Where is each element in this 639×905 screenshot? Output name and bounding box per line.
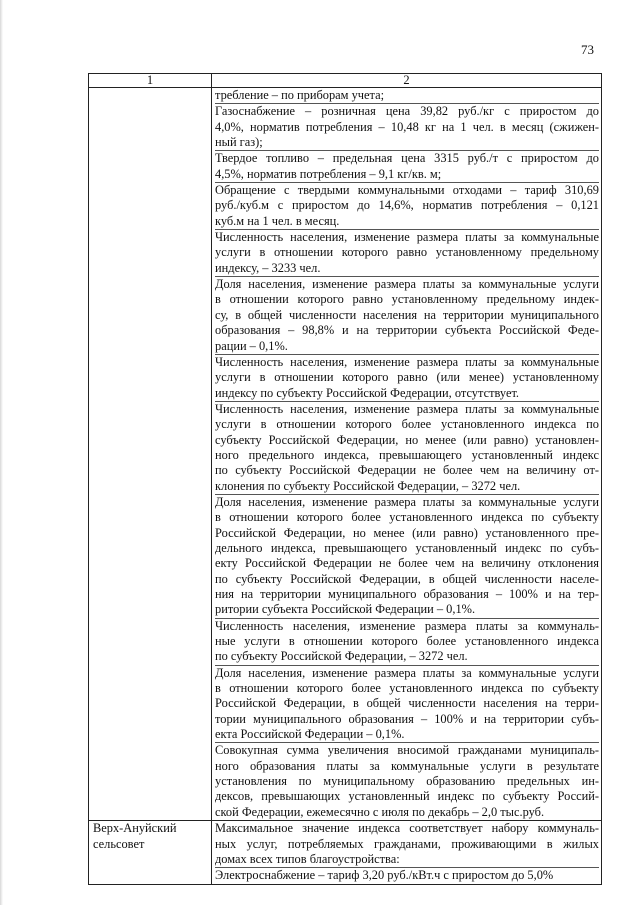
text-line: Электроснабжение – тариф 3,20 руб./кВт.ч с приростом до 5,0%	[215, 868, 554, 883]
text-paragraph	[215, 494, 599, 618]
text-line: услуги в отношении которого более установленного индекса по	[215, 417, 599, 432]
text-line: куб.м на 1 чел. в месяц.	[215, 213, 340, 228]
text-line: Газоснабжение – розничная цена 39,82 руб./кг с приростом до	[215, 104, 599, 119]
text-line: по субъекту Российской Федерации не более чем на величину от-	[215, 463, 599, 478]
text-line: в отношении которого более установленного индекса по субъекту	[215, 681, 599, 696]
text-line: в отношении которого равно установленному предельному индек-	[215, 292, 599, 307]
description-text	[212, 88, 601, 820]
municipality-cell	[89, 88, 212, 821]
scan-edge-shadow	[0, 0, 3, 905]
text-line: екту Российской Федерации не более чем на величину отклонения	[215, 556, 599, 571]
text-paragraph	[215, 150, 599, 182]
text-line: дексов, превышающих установленный индекс по субъекту Россий-	[215, 789, 599, 804]
text-line: ный газ);	[215, 135, 263, 150]
text-line: тории муниципального образования – 100% и на территории субъ-	[215, 711, 599, 726]
text-line: образования – 98,8% и на территории субъекта Российской Феде-	[215, 323, 599, 338]
text-line: ных услуг, потребляемых гражданами, проживающими в жилых	[215, 836, 599, 851]
text-paragraph	[215, 354, 599, 401]
text-paragraph	[215, 618, 599, 665]
table-header-row	[89, 74, 602, 88]
column-header-2: 2	[212, 74, 602, 88]
text-paragraph	[215, 103, 599, 150]
text-line: рации – 0,1%.	[215, 338, 288, 353]
description-text	[212, 821, 601, 883]
text-line: по субъекту Российской Федерации, – 3272 чел.	[215, 649, 468, 664]
text-paragraph	[215, 229, 599, 276]
text-paragraph	[215, 401, 599, 494]
municipality-name-line: сельсовет	[93, 836, 145, 851]
description-cell	[212, 821, 602, 884]
text-line: Численность населения, изменение размера платы за коммуналь-	[215, 618, 599, 633]
text-line: в отношении которого более установленного индекса по субъекту	[215, 510, 599, 525]
text-line: ные услуги в отношении которого более установленного индекса	[215, 634, 599, 649]
text-line: Максимальное значение индекса соответствует набору коммуналь-	[215, 821, 599, 836]
text-line: услуги в отношении которого равно установленному предельному	[215, 245, 599, 260]
table-row	[89, 88, 602, 821]
text-line: екта Российской Федерации – 0,1%.	[215, 727, 405, 742]
text-paragraph	[215, 182, 599, 229]
text-line: Численность населения, изменение размера платы за коммунальные	[215, 401, 599, 416]
page-number: 73	[581, 42, 594, 57]
text-line: услуги в отношении которого равно (или менее) установленному	[215, 370, 599, 385]
text-paragraph	[215, 867, 599, 883]
text-line: ской Федерации, ежемесячно с июля по декабрь – 2,0 тыс.руб.	[215, 804, 545, 819]
text-line: ного предельного индекса, превышающего установленный индекс	[215, 447, 599, 462]
text-paragraph	[215, 276, 599, 354]
text-line: по субъекту Российской Федерации, в общей численности населе-	[215, 571, 599, 586]
description-cell	[212, 88, 602, 821]
text-line: ного образования платы за коммунальные услуги в результате	[215, 758, 599, 773]
text-line: су, в общей численности населения на территории муниципального	[215, 307, 599, 322]
text-line: 4,0%, норматив потребления – 10,48 кг на 1 чел. в месяц (сжижен-	[215, 119, 599, 134]
text-line: установления по муниципальному образованию предельных ин-	[215, 774, 599, 789]
text-paragraph	[215, 665, 599, 743]
text-line: субъекту Российской Федерации, но менее (или равно) установлен-	[215, 432, 599, 447]
text-line: Доля населения, изменение размера платы за коммунальные услуги	[215, 277, 599, 292]
text-line: Твердое топливо – предельная цена 3315 руб./т с приростом до	[215, 151, 599, 166]
text-line: клонения по субъекту Российской Федерации, – 3272 чел.	[215, 478, 521, 493]
tariff-table	[88, 73, 602, 885]
municipality-name	[93, 821, 207, 852]
text-paragraph	[215, 742, 599, 820]
text-paragraph	[215, 88, 599, 103]
text-line: руб./куб.м с приростом до 14,6%, норматив потребления – 0,121	[215, 198, 599, 213]
municipality-cell	[89, 821, 212, 884]
text-line: Российской Федерации, но менее (или равно) установленного пре-	[215, 525, 599, 540]
text-line: Совокупная сумма увеличения вносимой гражданами муниципаль-	[215, 743, 599, 758]
text-line: дельного индекса, превышающего установленный индекс по субъ-	[215, 540, 599, 555]
text-line: ритории субъекта Российской Федерации – 0,1%.	[215, 602, 476, 617]
text-line: Доля населения, изменение размера платы за коммунальные услуги	[215, 494, 599, 509]
text-line: Российской Федерации, в общей численности населения на терри-	[215, 696, 599, 711]
column-header-1: 1	[89, 74, 212, 88]
table-row	[89, 821, 602, 884]
text-line: ния на территории муниципального образования – 100% и на тер-	[215, 587, 599, 601]
text-line: требление – по приборам учета;	[215, 88, 385, 102]
text-line: Численность населения, изменение размера платы за коммунальные	[215, 354, 599, 369]
text-line: Доля населения, изменение размера платы за коммунальные услуги	[215, 665, 599, 680]
text-paragraph	[215, 821, 599, 867]
text-line: 4,5%, норматив потребления – 9,1 кг/кв. м;	[215, 166, 442, 181]
municipality-name-line: Верх-Ануйский	[93, 821, 177, 836]
text-line: Численность населения, изменение размера платы за коммунальные	[215, 230, 599, 245]
text-line: индексу по субъекту Российской Федерации, отсутствует.	[215, 385, 520, 400]
text-line: домах всех типов благоустройства:	[215, 851, 400, 866]
text-line: Обращение с твердыми коммунальными отходами – тариф 310,69	[215, 183, 599, 198]
text-line: индексу, – 3233 чел.	[215, 260, 321, 275]
